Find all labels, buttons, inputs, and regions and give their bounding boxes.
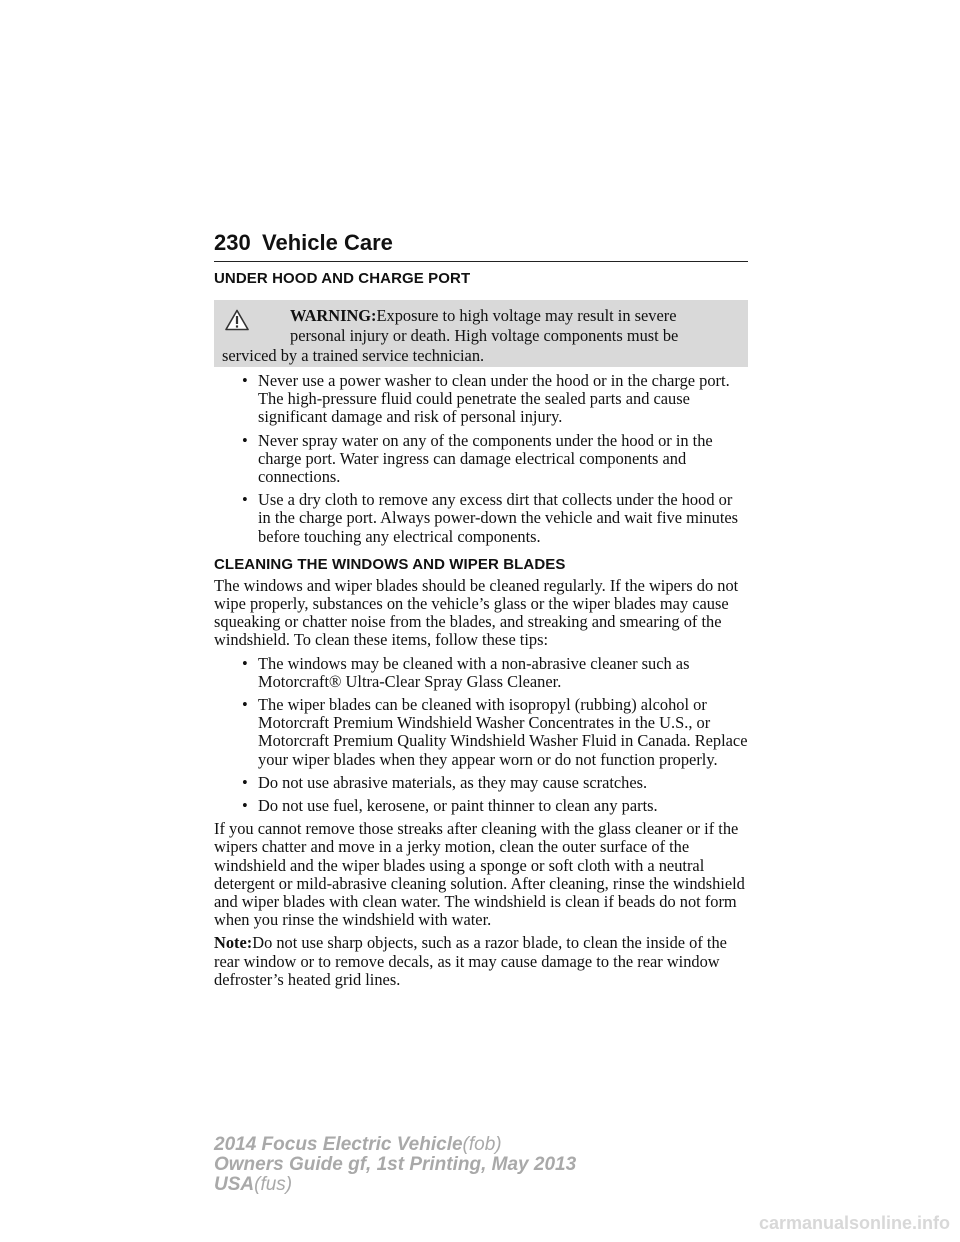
warning-line-2: personal injury or death. High voltage components must be xyxy=(290,326,679,345)
footer-line-1: 2014 Focus Electric Vehicle(fob) xyxy=(214,1134,502,1155)
cleaning-list xyxy=(214,655,748,816)
footer-line-3: USA(fus) xyxy=(214,1174,293,1195)
warning-box xyxy=(214,300,748,367)
list-item: • Use a dry cloth to remove any excess dirt that collects under the hood or in the charge port. Always power-down the vehicle and wait five minutes before touching any electrical components. xyxy=(242,490,739,546)
list-item: • The wiper blades can be cleaned with isopropyl (rubbing) alcohol or Motorcraft Premium Windshield Washer Concentrates in the U.S., or Motorcraft Premium Quality Windshield Washer Fluid in Canada. Replace your wiper blades when they appear worn or do not function properly. xyxy=(242,695,748,769)
heading-cleaning-windows: CLEANING THE WINDOWS AND WIPER BLADES xyxy=(214,555,566,573)
warning-label: WARNING: xyxy=(290,306,377,325)
list-item: • The windows may be cleaned with a non-abrasive cleaner such as Motorcraft® Ultra-Clear Spray Glass Cleaner. xyxy=(242,653,690,691)
bullet-dot: • xyxy=(242,490,248,510)
streaks-paragraph: If you cannot remove those streaks after cleaning with the glass cleaner or if the wipers chatter and move in a jerky motion, clean the outer surface of the windshield and the wiper blades using a sponge or soft cloth with a neutral detergent or mild-abrasive cleaning solution. After cleaning, rinse the windshield and wiper blades with clean water. The windshield is clean if beads do not form when you rinse the windshield with water. xyxy=(214,819,745,930)
heading-under-hood: UNDER HOOD AND CHARGE PORT xyxy=(214,270,471,287)
bullet-dot: • xyxy=(242,695,248,715)
page-content xyxy=(214,268,748,989)
list-item: • Do not use fuel, kerosene, or paint thinner to clean any parts. xyxy=(242,796,658,816)
bullet-dot: • xyxy=(242,772,248,792)
note-paragraph xyxy=(214,934,748,989)
cleaning-intro: The windows and wiper blades should be cleaned regularly. If the wipers do not wipe properly, substances on the vehicle’s glass or the wiper blades may cause squeaking or chatter noise from the blades, and streaking and smearing of the windshield. To clean these items, follow these tips: xyxy=(214,575,739,650)
page-number: 230 xyxy=(214,230,251,255)
bullet-dot: • xyxy=(242,796,248,816)
bullet-dot: • xyxy=(242,653,248,673)
list-item: • Never spray water on any of the components under the hood or in the charge port. Water ingress can damage electrical components and connections. xyxy=(242,430,713,487)
footer-line-2: Owners Guide gf, 1st Printing, May 2013 xyxy=(214,1154,577,1175)
bullet-dot: • xyxy=(242,430,248,450)
warning-line-3: serviced by a trained service technician. xyxy=(222,346,485,365)
list-item: • Never use a power washer to clean under the hood or in the charge port. The high-pressure fluid could penetrate the sealed parts and cause significant damage and risk of personal injury. xyxy=(242,371,730,427)
list-item: • Do not use abrasive materials, as they may cause scratches. xyxy=(242,772,648,792)
under-hood-list xyxy=(214,372,748,546)
warning-text-1: Exposure to high voltage may result in severe xyxy=(376,306,677,325)
page-footer xyxy=(214,1135,576,1195)
bullet-dot: • xyxy=(242,371,248,390)
section-title: Vehicle Care xyxy=(262,230,393,255)
header-rule xyxy=(214,261,748,262)
note-label: Note: xyxy=(214,933,253,953)
note-text: Do not use sharp objects, such as a razor blade, to clean the inside of the rear window or to remove decals, as it may cause damage to the rear window defroster’s heated grid lines. xyxy=(214,933,727,989)
warning-line-1 xyxy=(214,306,740,326)
page-header xyxy=(214,230,748,260)
site-watermark: carmanualsonline.info xyxy=(758,1213,950,1233)
warning-triangle-icon xyxy=(225,309,249,331)
